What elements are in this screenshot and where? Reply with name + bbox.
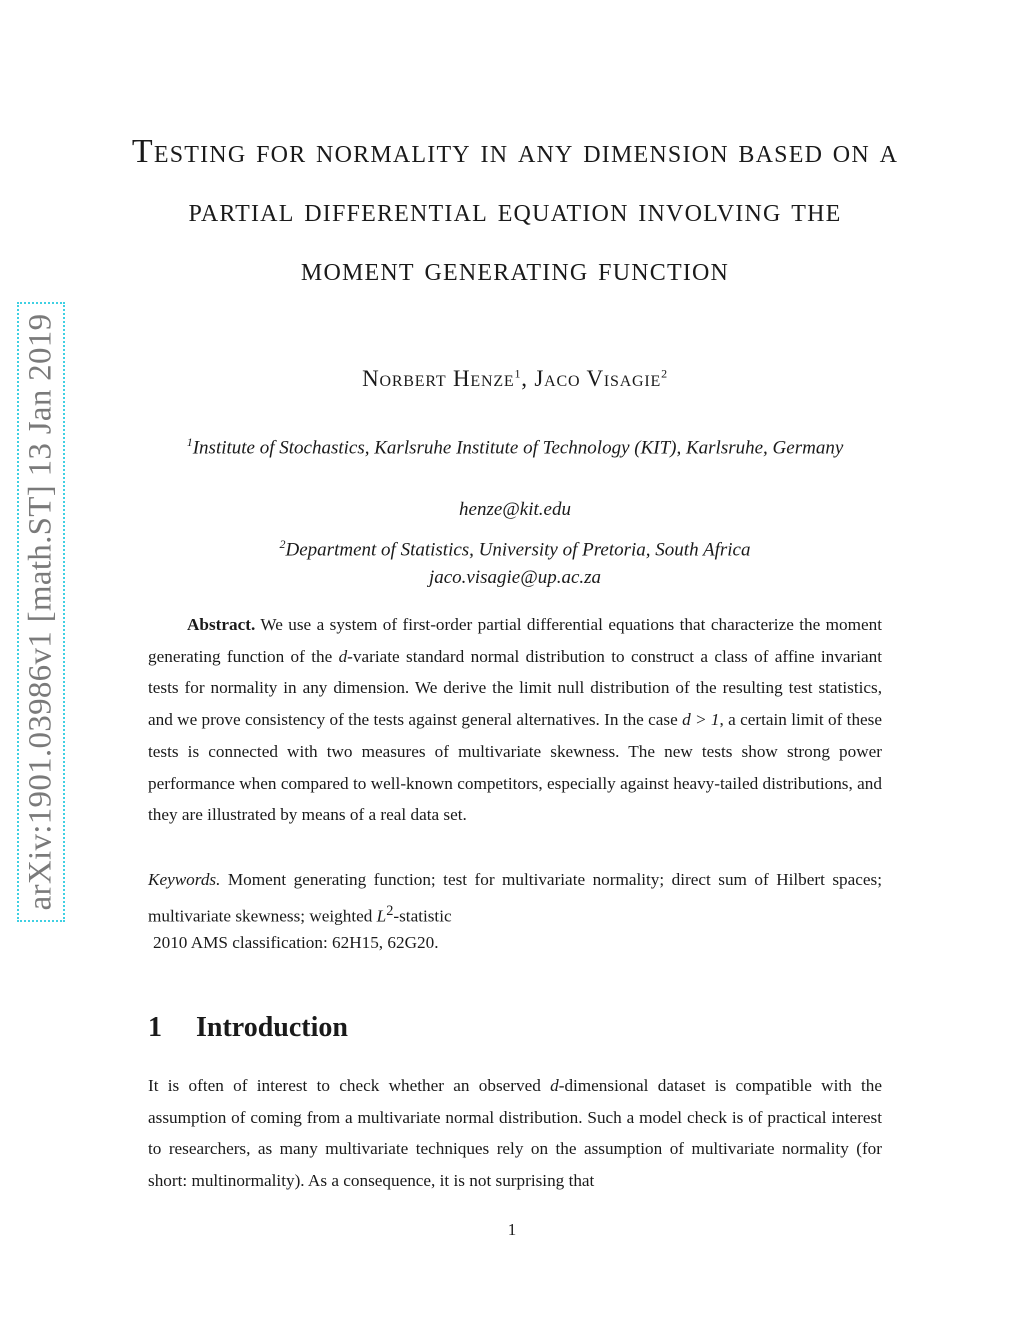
paper-title: Testing for normality in any dimension based on a partial differential equation involving the moment generating function bbox=[131, 133, 899, 288]
email-1: henze@kit.edu bbox=[459, 499, 571, 520]
abstract-text: -variate standard normal distribution to construct a class of affine invariant tests for normality in any dimension. We derive the limit null distribution of the resulting test statistics, and we prove consistency of the tests against general alternatives. In the case bbox=[148, 646, 882, 730]
author-affiliation-mark: 2 bbox=[661, 366, 668, 381]
author-list bbox=[130, 366, 900, 392]
math-variable-d: d bbox=[338, 646, 348, 666]
abstract-text: We use a system of first-order partial differential equations that characterize the moment generating function of the bbox=[148, 615, 882, 666]
affiliation-1 bbox=[150, 425, 880, 465]
section-number: 1 bbox=[148, 1012, 162, 1043]
math-condition: d > 1 bbox=[682, 710, 720, 730]
email-2: jaco.visagie@up.ac.za bbox=[428, 567, 602, 588]
keywords-suffix: -statistic bbox=[393, 906, 452, 926]
author-separator: , bbox=[521, 366, 535, 391]
intro-text: -dimensional dataset is compatible with the assumption of coming from a multivariate normal distribution. Such a model check is of practical interest to researchers, as many multivariate techniques rely on the assumption of multivariate normality (for short: multinormality). As a consequence, it is not surprising that bbox=[148, 1076, 882, 1191]
section-heading bbox=[148, 1012, 348, 1044]
arxiv-stamp bbox=[17, 302, 65, 922]
author-name: Norbert Henze bbox=[362, 366, 515, 391]
keywords-label: Keywords. bbox=[148, 870, 221, 889]
affiliation-text: Department of Statistics, University of Pretoria, South Africa bbox=[285, 539, 751, 561]
math-L: L bbox=[376, 906, 387, 926]
arxiv-identifier: arXiv:1901.03986v1 [math.ST] 13 Jan 2019 bbox=[22, 313, 59, 911]
author-affiliation-mark: 1 bbox=[514, 366, 522, 381]
math-variable-d: d bbox=[550, 1076, 559, 1095]
affiliation-mark: 1 bbox=[186, 435, 193, 449]
keywords-text: Moment generating function; test for multivariate normality; direct sum of Hilbert spaces; multivariate skewness; weighted bbox=[148, 870, 882, 926]
math-exponent: 2 bbox=[386, 902, 394, 919]
author-name: Jaco Visagie bbox=[534, 366, 662, 391]
intro-paragraph bbox=[148, 1070, 882, 1197]
affiliation-text: Institute of Stochastics, Karlsruhe Institute of Technology (KIT), Karlsruhe, Germany bbox=[192, 437, 844, 459]
page-number: 1 bbox=[507, 1220, 517, 1239]
abstract bbox=[148, 609, 882, 831]
ams-classification: 2010 AMS classification: 62H15, 62G20. bbox=[153, 933, 439, 952]
intro-text: It is often of interest to check whether an observed bbox=[148, 1076, 551, 1095]
abstract-text: , a certain limit of these tests is connected with two measures of multivariate skewness. The new tests show strong power performance when compared to well-known competitors, especially against heavy-tailed distributions, and they are illustrated by means of a real data set. bbox=[148, 710, 882, 825]
affiliation-mark: 2 bbox=[279, 537, 286, 551]
section-title: Introduction bbox=[196, 1012, 348, 1043]
keywords bbox=[148, 864, 882, 932]
abstract-label: Abstract. bbox=[187, 615, 256, 634]
